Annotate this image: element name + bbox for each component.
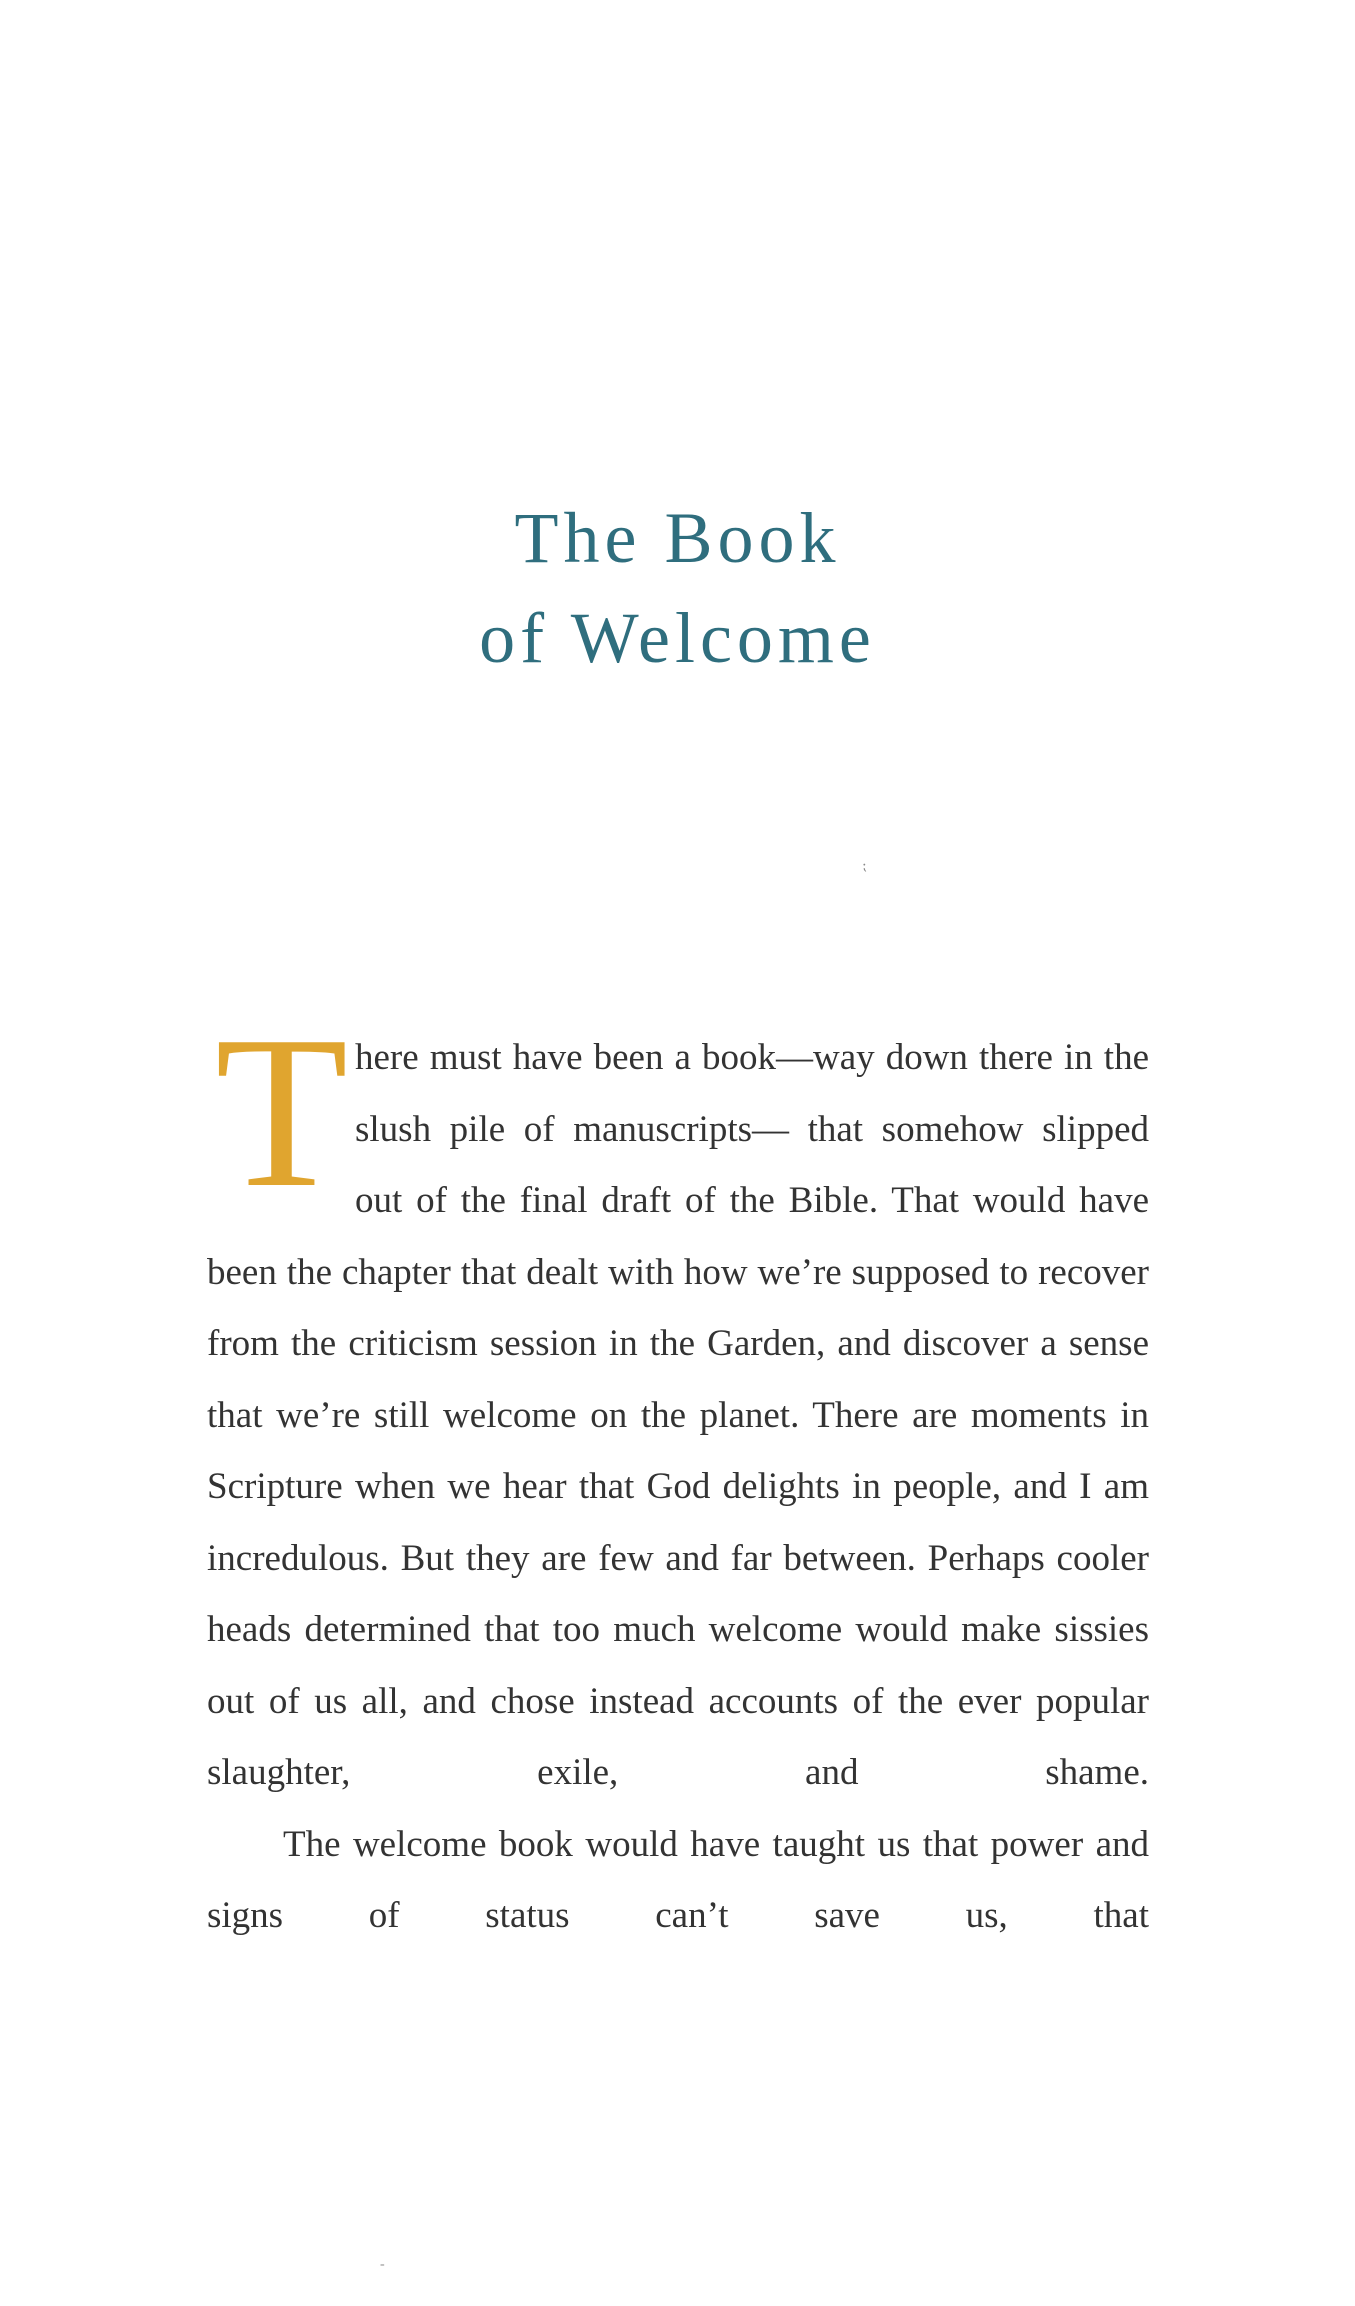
ornament-mark: ⁏ (862, 859, 867, 874)
chapter-body (207, 992, 1149, 1952)
paragraph-2 (207, 1809, 1149, 1952)
paragraph-1 (207, 992, 1149, 1809)
chapter-title-line-1: The Book (514, 498, 841, 578)
chapter-title (0, 488, 1355, 688)
page-speck: ‐ (380, 2257, 385, 2272)
paragraph-2-text: The welcome book would have taught us that power and signs of status can’t save us, that (207, 1823, 1149, 1936)
paragraph-1-text: here must have been a book—way down there in the slush pile of manuscripts— that somehow slipped out of the final draft of the Bible. That would have been the chapter that dealt with how we’re supposed to recover from the criticism session in the Garden, and discover a sense that we’re still welcome on the planet. There are moments in Scripture when we hear that God delights in people, and I am incredulous. But they are few and far between. Perhaps cooler heads determined that too much welcome would make sissies out of us all, and chose instead accounts of the ever popular slaughter, exile, and shame. (207, 1037, 1149, 1793)
chapter-title-line-2: of Welcome (479, 598, 876, 678)
drop-cap: T (215, 992, 349, 1233)
